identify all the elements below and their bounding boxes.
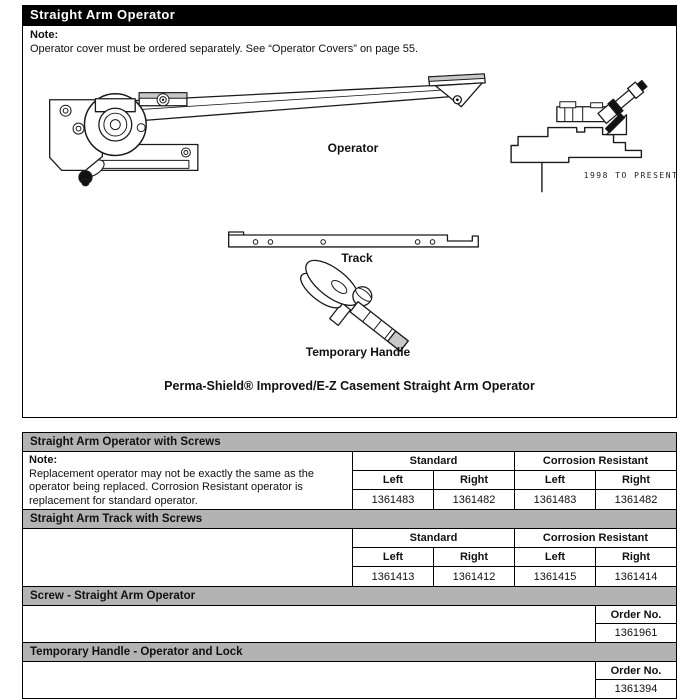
column-group-corrosion-resistant: Corrosion Resistant [514,452,676,471]
diagram-caption: Perma-Shield® Improved/E-Z Casement Straight Arm Operator [164,379,535,393]
era-label: 1998 TO PRESENT [583,171,679,180]
order-no-header: Order No. [595,606,676,624]
column-header: Right [595,548,676,567]
part-number: 1361483 [514,490,595,509]
part-number: 1361414 [595,567,676,586]
empty-cell [23,606,595,642]
section-title-temporary-handle: Temporary Handle - Operator and Lock [23,642,676,662]
column-group-standard: Standard [352,452,514,471]
column-group-standard: Standard [352,529,514,548]
column-header: Right [433,548,514,567]
screw-parts-grid [23,606,676,642]
order-no-header: Order No. [595,662,676,680]
parts-table [22,432,677,699]
part-number: 1361413 [352,567,433,586]
column-header: Left [514,548,595,567]
column-header: Left [352,471,433,490]
column-header: Right [433,471,514,490]
operator-note-text: Replacement operator may not be exactly the same as the operator being replaced. Corrosion Resistant operator is replacement for standard operator. [29,467,314,507]
column-group-corrosion-resistant: Corrosion Resistant [514,529,676,548]
temporary-handle-label: Temporary Handle [305,345,411,359]
operator-drawing [50,74,486,186]
column-header: Right [595,471,676,490]
part-number: 1361961 [595,624,676,642]
operator-note-label: Note: [29,454,58,466]
section-title-operator: Straight Arm Operator with Screws [23,433,676,452]
column-header: Left [514,471,595,490]
operator-note-cell [23,452,352,509]
section-title-track: Straight Arm Track with Screws [23,509,676,529]
track-label: Track [341,251,373,265]
empty-cell [23,662,595,698]
diagram-panel [22,57,677,418]
section-title-screw: Screw - Straight Arm Operator [23,586,676,606]
part-number: 1361412 [433,567,514,586]
temporary-handle-parts-grid [23,662,676,698]
part-number: 1361483 [352,490,433,509]
page-title: Straight Arm Operator [22,5,677,25]
column-header: Left [352,548,433,567]
note-box [22,25,677,58]
part-number: 1361482 [595,490,676,509]
note-text: Operator cover must be ordered separately. See “Operator Covers” on page 55. [30,43,419,55]
track-drawing [229,232,479,247]
track-parts-grid [23,529,676,586]
operator-label: Operator [327,141,379,155]
part-number: 1361482 [433,490,514,509]
part-number: 1361415 [514,567,595,586]
empty-cell [23,529,352,586]
note-label: Note: [30,29,59,41]
technical-drawing [23,57,676,416]
part-number: 1361394 [595,680,676,698]
operator-parts-grid [23,452,676,509]
